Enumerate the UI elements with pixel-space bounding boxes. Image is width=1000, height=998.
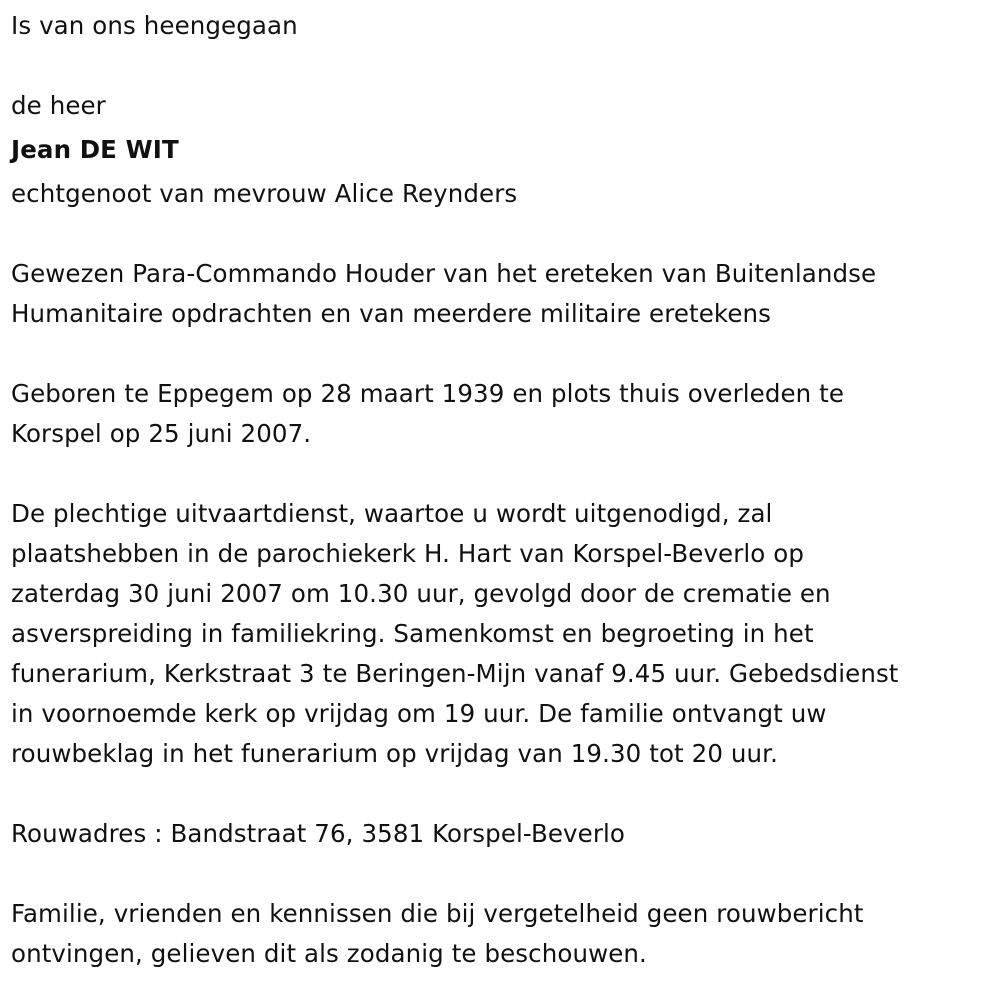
- birth-line-1: Geboren te Eppegem op 28 maart 1939 en plots thuis overleden te: [11, 379, 845, 408]
- deceased-name: Jean DE WIT: [11, 135, 179, 164]
- military-line-1: Gewezen Para-Commando Houder van het ereteken van Buitenlandse: [11, 259, 877, 288]
- mourning-address: Rouwadres : Bandstraat 76, 3581 Korspel-Beverlo: [11, 819, 625, 848]
- funeral-line: zaterdag 30 juni 2007 om 10.30 uur, gevolgd door de crematie en: [11, 579, 831, 608]
- funeral-line: in voornoemde kerk op vrijdag om 19 uur. De familie ontvangt uw: [11, 699, 827, 728]
- spouse-line: echtgenoot van mevrouw Alice Reynders: [11, 179, 518, 208]
- funeral-line: asverspreiding in familiekring. Samenkomst en begroeting in het: [11, 619, 814, 648]
- honorific-line: de heer: [11, 91, 106, 120]
- funeral-line: De plechtige uitvaartdienst, waartoe u wordt uitgenodigd, zal: [11, 499, 773, 528]
- birth-line-2: Korspel op 25 juni 2007.: [11, 419, 312, 448]
- funeral-line: rouwbeklag in het funerarium op vrijdag van 19.30 tot 20 uur.: [11, 739, 778, 768]
- closing-line-1: Familie, vrienden en kennissen die bij vergetelheid geen rouwbericht: [11, 899, 864, 928]
- intro-line: Is van ons heengegaan: [11, 11, 298, 40]
- funeral-line: funerarium, Kerkstraat 3 te Beringen-Mijn vanaf 9.45 uur. Gebedsdienst: [11, 659, 899, 688]
- death-notice: [11, 6, 981, 974]
- military-line-2: Humanitaire opdrachten en van meerdere militaire eretekens: [11, 299, 771, 328]
- closing-line-2: ontvingen, gelieven dit als zodanig te beschouwen.: [11, 939, 647, 968]
- funeral-line: plaatshebben in de parochiekerk H. Hart van Korspel-Beverlo op: [11, 539, 805, 568]
